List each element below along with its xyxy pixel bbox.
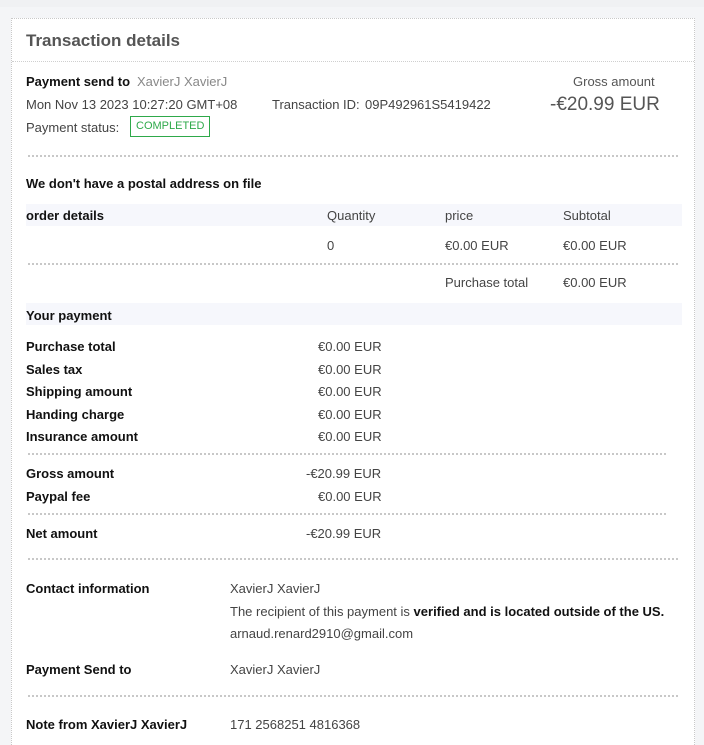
divider bbox=[28, 558, 678, 560]
payment-item-label: Insurance amount bbox=[26, 429, 138, 444]
gross-amount-label: Gross amount bbox=[573, 74, 655, 89]
recipient-verification bbox=[230, 604, 664, 619]
payment-status-label: Payment status: bbox=[26, 120, 120, 135]
divider bbox=[28, 155, 678, 157]
recipient-text: The recipient of this payment is bbox=[230, 604, 410, 619]
transaction-id: 09P492961S5419422 bbox=[365, 97, 491, 112]
gross-value: -€20.99 EUR bbox=[306, 466, 382, 481]
contact-name: XavierJ XavierJ bbox=[230, 581, 321, 596]
order-header-subtotal: Subtotal bbox=[563, 208, 611, 223]
payment-item-label: Purchase total bbox=[26, 339, 116, 354]
send-to-value: XavierJ XavierJ bbox=[230, 662, 321, 677]
order-header-details: order details bbox=[26, 208, 105, 223]
transaction-card bbox=[11, 18, 695, 745]
note-label: Note from XavierJ XavierJ bbox=[26, 717, 188, 732]
divider bbox=[28, 263, 678, 265]
status-badge: COMPLETED bbox=[130, 116, 210, 137]
transaction-datetime: Mon Nov 13 2023 10:27:20 GMT+08 bbox=[26, 97, 238, 112]
net-label: Net amount bbox=[26, 526, 98, 541]
order-header-quantity: Quantity bbox=[327, 208, 376, 223]
note-value: 171 2568251 4816368 bbox=[230, 717, 361, 732]
recipient-verified: verified and is located outside of the US. bbox=[413, 604, 665, 619]
payment-item-value: €0.00 EUR bbox=[318, 384, 382, 399]
purchase-total-value: €0.00 EUR bbox=[563, 275, 627, 290]
payment-item-value: €0.00 EUR bbox=[318, 407, 382, 422]
order-header-price: price bbox=[445, 208, 474, 223]
address-notice: We don't have a postal address on file bbox=[26, 176, 262, 191]
payment-item-label: Shipping amount bbox=[26, 384, 133, 399]
contact-label: Contact information bbox=[26, 581, 150, 596]
payment-item-value: €0.00 EUR bbox=[318, 339, 382, 354]
fee-label: Paypal fee bbox=[26, 489, 91, 504]
payment-item-label: Handing charge bbox=[26, 407, 125, 422]
divider bbox=[28, 513, 666, 515]
divider bbox=[28, 695, 678, 697]
top-bar bbox=[0, 0, 704, 7]
divider bbox=[28, 453, 666, 455]
transaction-id-label: Transaction ID: bbox=[272, 97, 360, 112]
payment-header-band bbox=[26, 303, 682, 325]
net-value: -€20.99 EUR bbox=[306, 526, 382, 541]
fee-value: €0.00 EUR bbox=[318, 489, 382, 504]
contact-email[interactable]: arnaud.renard2910@gmail.com bbox=[230, 626, 414, 641]
order-price: €0.00 EUR bbox=[445, 238, 509, 253]
gross-amount-value: -€20.99 EUR bbox=[550, 94, 660, 115]
gross-label: Gross amount bbox=[26, 466, 115, 481]
recipient-name[interactable]: XavierJ XavierJ bbox=[137, 74, 228, 89]
your-payment-heading: Your payment bbox=[26, 308, 112, 323]
payment-item-label: Sales tax bbox=[26, 362, 83, 377]
payment-item-value: €0.00 EUR bbox=[318, 362, 382, 377]
purchase-total-label: Purchase total bbox=[445, 275, 529, 290]
title-row bbox=[12, 19, 694, 62]
order-subtotal: €0.00 EUR bbox=[563, 238, 627, 253]
send-to-label: Payment Send to bbox=[26, 662, 132, 677]
payment-send-label: Payment send to bbox=[26, 74, 131, 89]
order-quantity: 0 bbox=[327, 238, 335, 253]
page-title: Transaction details bbox=[26, 31, 180, 50]
payment-item-value: €0.00 EUR bbox=[318, 429, 382, 444]
